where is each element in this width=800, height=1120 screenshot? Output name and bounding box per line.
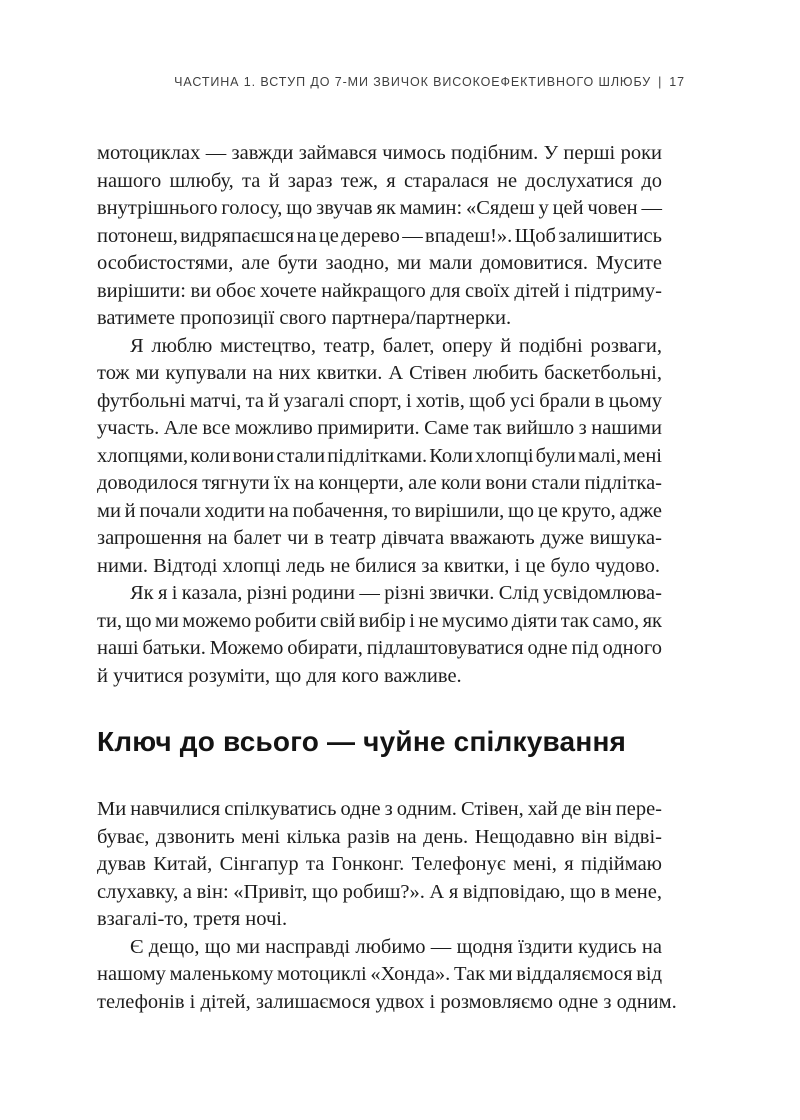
- text-line-content: й учитися розуміти, що для кого важливе.: [97, 664, 462, 687]
- text-line: [130, 333, 662, 361]
- text-line: [97, 961, 662, 989]
- text-line-content: нашого шлюбу, та й зараз теж, я старалася не дослухатися до: [97, 169, 662, 192]
- text-line: [130, 580, 662, 608]
- text-line-content: особистостями, але бути заодно, ми мали домовитися. Мусите: [97, 252, 662, 274]
- header-separator: |: [658, 75, 663, 89]
- running-title: ЧАСТИНА 1. ВСТУП ДО 7-МИ ЗВИЧОК ВИСОКОЕФЕКТИВНОГО ШЛЮБУ: [174, 75, 652, 89]
- text-line-content: нашому маленькому мотоциклі «Хонда». Так ми віддаляємося від: [97, 963, 662, 985]
- running-header: [0, 72, 685, 92]
- text-line: [97, 498, 662, 526]
- page-number: 17: [669, 75, 685, 89]
- text-line: [97, 195, 662, 223]
- text-line: [97, 250, 662, 278]
- text-line-content: мотоциклах — завжди займався чимось подібним. У перші роки: [97, 142, 662, 164]
- text-line-content: Є дещо, що ми насправді любимо — щодня їздити кудись на: [130, 935, 662, 958]
- text-line: [97, 553, 662, 581]
- text-line: [97, 278, 662, 306]
- text-line-content: ватимете пропозиції свого партнера/партнерки.: [97, 307, 512, 329]
- text-line: [97, 360, 662, 388]
- text-line-content: ти, що ми можемо робити свій вибір і не мусимо діяти так само, як: [97, 609, 662, 632]
- text-line: [97, 663, 662, 691]
- text-line: [130, 934, 662, 962]
- text-line-content: тож ми купували на них квитки. А Стівен любить баскетбольні,: [97, 362, 662, 384]
- text-line-content: взагалі-то, третя ночі.: [97, 908, 288, 930]
- text-line: [97, 168, 662, 196]
- text-line-content: внутрішнього голосу, що звучав як мамин: «Сядеш у цей човен —: [97, 197, 662, 219]
- text-line-content: футбольні матчі, та й узагалі спорт, і хотів, щоб усі брали в цьому: [97, 389, 662, 412]
- text-line: [97, 906, 662, 934]
- paragraph: [97, 333, 662, 581]
- text-line: [97, 525, 662, 553]
- text-line: [97, 608, 662, 636]
- text-line-content: наші батьки. Можемо обирати, підлаштовуватися одне під одного: [97, 637, 662, 659]
- text-line-content: ними. Відтоді хлопці ледь не билися за квитки, і це було чудово.: [97, 554, 660, 577]
- page-content: [97, 140, 677, 1016]
- text-line-content: потонеш, видряпаєшся на це дерево — впадеш!». Щоб залишитись: [97, 224, 662, 247]
- text-line: [97, 470, 662, 498]
- text-line: [97, 415, 662, 443]
- text-line: [97, 635, 662, 663]
- text-line-content: участь. Але все можливо примирити. Саме так вийшло з нашими: [97, 417, 662, 439]
- text-line: [97, 851, 662, 879]
- paragraph: [97, 796, 662, 934]
- text-line-content: запрошення на балет чи в театр дівчата вважають дуже вишука-: [97, 527, 662, 549]
- paragraph: [97, 580, 662, 690]
- text-line: [97, 824, 662, 852]
- section-heading: Ключ до всього — чуйне спілкування: [97, 726, 627, 757]
- text-line-content: Ми навчилися спілкуватись одне з одним. Стівен, хай де він пере-: [97, 798, 662, 820]
- text-line-content: ми й почали ходити на побачення, то вирішили, що це круто, адже: [97, 499, 662, 522]
- text-line-content: слухавку, а він: «Привіт, що робиш?». А я відповідаю, що в мене,: [97, 880, 662, 903]
- text-line-content: телефонів і дітей, залишаємося удвох і розмовляємо одне з одним.: [97, 990, 677, 1013]
- text-line: [97, 388, 662, 416]
- text-line-content: Як я і казала, різні родини — різні звички. Слід усвідомлюва-: [130, 582, 662, 604]
- text-line: [97, 223, 662, 251]
- text-line-content: хлопцями, коли вони стали підлітками. Коли хлопці були малі, мені: [97, 444, 662, 467]
- text-line-content: доводилося тягнути їх на концерти, але коли вони стали підлітка-: [97, 472, 662, 494]
- text-line-content: буває, дзвонить мені кілька разів на день. Нещодавно він відві-: [97, 825, 662, 848]
- text-line: [97, 989, 677, 1017]
- text-line: [97, 305, 662, 333]
- text-line-content: вирішити: ви обоє хочете найкращого для своїх дітей і підтриму-: [97, 279, 662, 302]
- text-line: [97, 796, 662, 824]
- text-line: [97, 140, 662, 168]
- text-line-content: дував Китай, Сінгапур та Гонконг. Телефонує мені, я підіймаю: [97, 853, 662, 875]
- text-line-content: Я люблю мистецтво, театр, балет, оперу й подібні розваги,: [130, 334, 662, 357]
- paragraph: [97, 934, 677, 1017]
- text-line: [97, 879, 662, 907]
- paragraph: [97, 140, 662, 333]
- text-line: [97, 443, 662, 471]
